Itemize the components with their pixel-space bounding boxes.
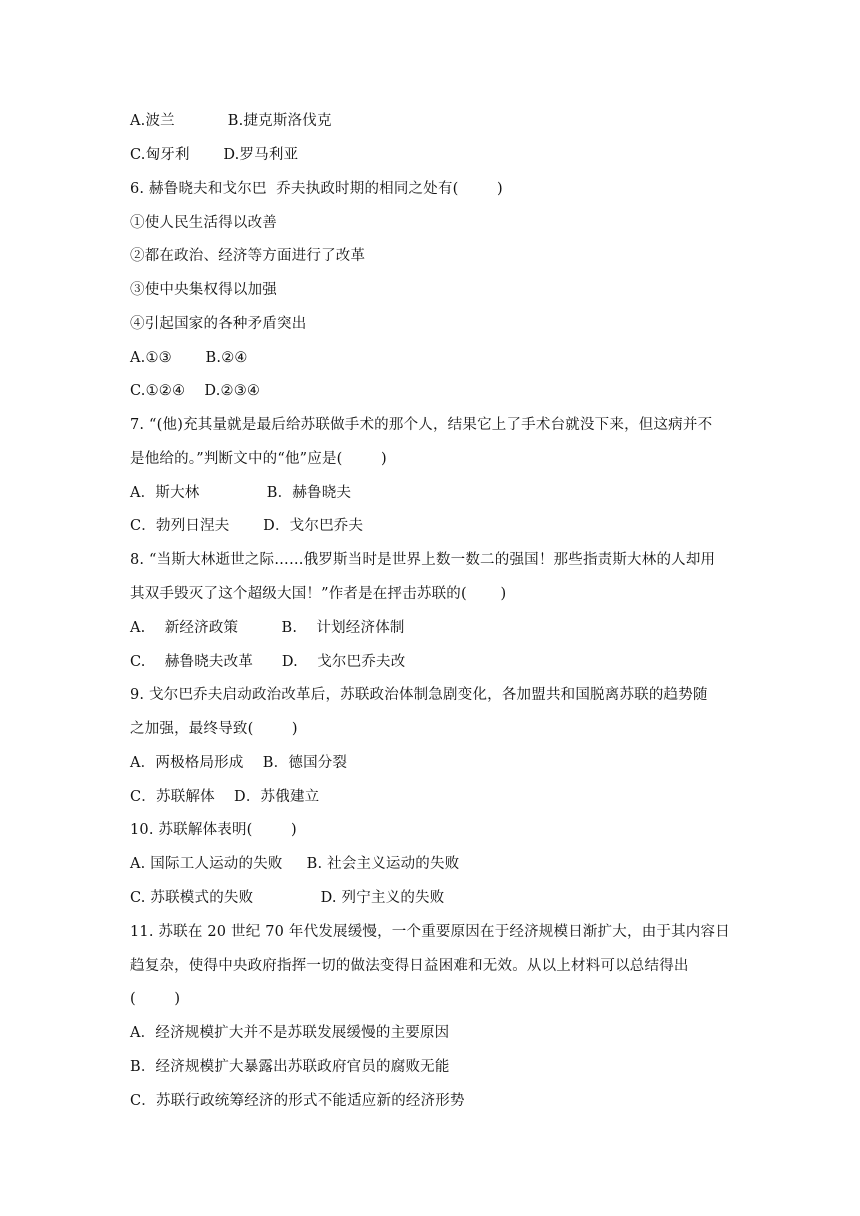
q7-options-cd: C．勃列日涅夫 D．戈尔巴乔夫	[130, 518, 364, 534]
q5-options-ab: A.波兰 B.捷克斯洛伐克	[130, 113, 332, 129]
q7-options-ab: A．斯大林 B．赫鲁晓夫	[130, 485, 352, 501]
q7-stem-line1: 7. “(他)充其量就是最后给苏联做手术的那个人，结果它上了手术台就没下来，但这病并不	[130, 417, 713, 433]
q7-stem-line2: 是他给的。”判断文中的“他”应是( )	[130, 451, 387, 467]
q10-stem: 10. 苏联解体表明( )	[130, 822, 297, 838]
q10-options-ab: A. 国际工人运动的失败 B. 社会主义运动的失败	[130, 856, 460, 872]
q9-options-ab: A．两极格局形成 B．德国分裂	[130, 755, 348, 771]
q5-options-cd: C.匈牙利 D.罗马利亚	[130, 147, 299, 163]
q8-options-ab: A. 新经济政策 B. 计划经济体制	[130, 620, 405, 636]
q8-options-cd: C. 赫鲁晓夫改革 D. 戈尔巴乔夫改	[130, 654, 406, 670]
q6-item-4: ④引起国家的各种矛盾突出	[130, 316, 307, 332]
q6-options-cd: C.①②④ D.②③④	[130, 383, 261, 399]
q8-stem-line1: 8. “当斯大林逝世之际……俄罗斯当时是世界上数一数二的强国！那些指责斯大林的人却用	[130, 552, 716, 568]
q9-options-cd: C．苏联解体 D．苏俄建立	[130, 789, 320, 805]
q10-options-cd: C. 苏联模式的失败 D. 列宁主义的失败	[130, 890, 445, 906]
q6-item-2: ②都在政治、经济等方面进行了改革	[130, 248, 366, 264]
q6-item-3: ③使中央集权得以加强	[130, 282, 277, 298]
q6-stem: 6. 赫鲁晓夫和戈尔巴 乔夫执政时期的相同之处有( )	[130, 181, 503, 197]
q11-option-a: A．经济规模扩大并不是苏联发展缓慢的主要原因	[130, 1025, 450, 1041]
q11-option-b: B．经济规模扩大暴露出苏联政府官员的腐败无能	[130, 1059, 450, 1075]
q6-options-ab: A.①③ B.②④	[130, 350, 248, 366]
q9-stem-line1: 9. 戈尔巴乔夫启动政治改革后，苏联政治体制急剧变化，各加盟共和国脱离苏联的趋势随	[130, 687, 708, 703]
q11-stem-line1: 11. 苏联在 20 世纪 70 年代发展缓慢，一个重要原因在于经济规模日渐扩大，由于其内容日	[130, 924, 730, 940]
q11-option-c: C．苏联行政统筹经济的形式不能适应新的经济形势	[130, 1093, 465, 1109]
q11-stem-line2: 趋复杂，使得中央政府指挥一切的做法变得日益困难和无效。从以上材料可以总结得出	[130, 958, 689, 974]
q11-stem-line3: ( )	[130, 991, 181, 1007]
q6-item-1: ①使人民生活得以改善	[130, 215, 277, 231]
q8-stem-line2: 其双手毁灭了这个超级大国！”作者是在抨击苏联的( )	[130, 586, 507, 602]
q9-stem-line2: 之加强，最终导致( )	[130, 721, 298, 737]
